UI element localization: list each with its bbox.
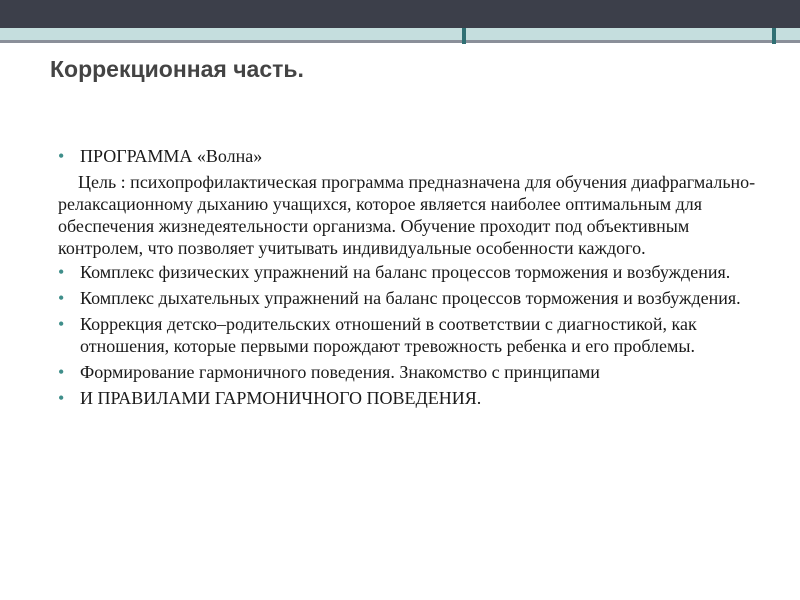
list-item: [58, 313, 758, 357]
bullet-dot-icon: •: [58, 288, 65, 308]
program-title: ПРОГРАММА «Волна»: [80, 146, 263, 166]
list-item: [58, 387, 758, 409]
list-item-text: Коррекция детско–родительских отношений в соответствии с диагностикой, как отношения, которые первыми порождают тревожность ребенка и его проблемы.: [80, 314, 697, 356]
accent-corner-right: [772, 28, 776, 44]
list-item-text: Формирование гармоничного поведения. Знакомство с принципами: [80, 362, 600, 382]
slide-title: Коррекционная часть.: [50, 56, 304, 82]
list-item: [58, 361, 758, 383]
top-bar: [0, 0, 800, 28]
bullet-dot-icon: •: [58, 146, 65, 166]
list-item: [58, 145, 758, 167]
list-item-text: Комплекс физических упражнений на баланс процессов торможения и возбуждения.: [80, 262, 731, 282]
bullet-dot-icon: •: [58, 388, 65, 408]
bullet-dot-icon: •: [58, 262, 65, 282]
accent-line: [0, 40, 800, 43]
bullet-dot-icon: •: [58, 314, 65, 334]
slide-content: [58, 145, 758, 413]
accent-corner-left: [462, 28, 466, 44]
list-item: [58, 261, 758, 283]
bullet-dot-icon: •: [58, 362, 65, 382]
goal-paragraph: Цель : психопрофилактическая программа предназначена для обучения диафрагмально-релаксационному дыханию учащихся, которое является наиболее оптимальным для обеспечения жизнедеятельности организма. Обучение проходит под объективным контролем, что позволяет учитывать индивидуальные особенности каждого.: [58, 172, 756, 258]
list-item-text: Комплекс дыхательных упражнений на баланс процессов торможения и возбуждения.: [80, 288, 741, 308]
accent-stripe: [0, 28, 800, 40]
list-item-text: И ПРАВИЛАМИ ГАРМОНИЧНОГО ПОВЕДЕНИЯ.: [80, 388, 482, 408]
list-item: [58, 287, 758, 309]
